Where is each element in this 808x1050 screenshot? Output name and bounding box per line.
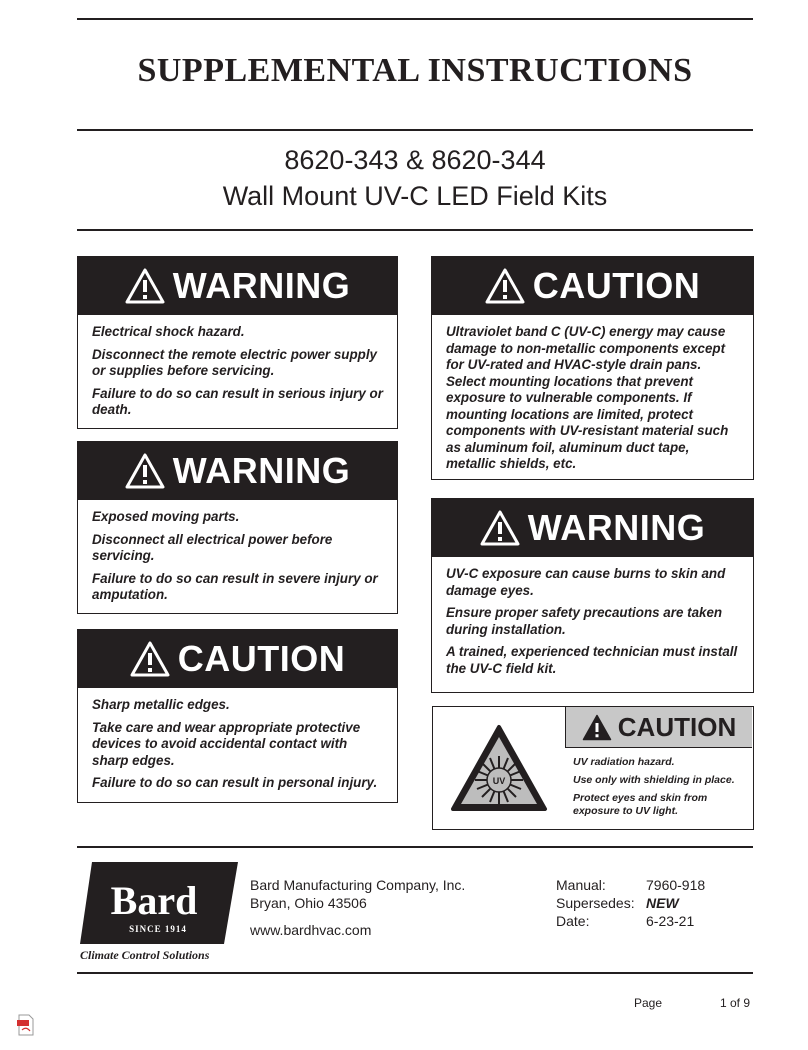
subtitle-rule <box>77 229 753 231</box>
caution-uvc-box <box>431 256 754 480</box>
notice-line: Ensure proper safety precautions are taken during installation. <box>446 605 723 637</box>
warning-triangle-icon <box>125 453 165 489</box>
kit-name: Wall Mount UV-C LED Field Kits <box>222 181 608 211</box>
warning-header <box>432 499 753 557</box>
supersedes-row <box>556 894 705 912</box>
signal-word: WARNING <box>172 450 351 491</box>
logo-name: Bard <box>110 878 198 923</box>
supersedes-value: NEW <box>646 895 679 911</box>
notice-line: Protect eyes and skin from exposure to UV light. <box>573 792 708 817</box>
page-number: 1 of 9 <box>720 996 751 1010</box>
notice-line: Exposed moving parts. <box>92 509 240 524</box>
warning-triangle-icon <box>480 510 520 546</box>
manual-value: 7960-918 <box>646 877 706 893</box>
warning-header <box>78 257 397 315</box>
manual-label: Manual: <box>556 877 606 893</box>
notice-line: Failure to do so can result in severe injury or amputation. <box>92 570 378 602</box>
caution-header <box>78 630 397 688</box>
warning-triangle-icon <box>485 268 525 304</box>
signal-word: CAUTION <box>617 711 737 742</box>
supersedes-label: Supersedes: <box>556 895 635 911</box>
bard-logo <box>80 862 238 962</box>
notice-line: Take care and wear appropriate protective devices to avoid accidental contact with sharp edges. <box>92 719 361 768</box>
caution-header <box>432 257 753 315</box>
notice-line: UV radiation hazard. <box>573 756 675 768</box>
uv-symbol-panel <box>433 707 565 828</box>
company-city: Bryan, Ohio 43506 <box>250 895 367 911</box>
manual-meta <box>556 876 705 930</box>
page-label: Page <box>634 996 663 1010</box>
date-value: 6-23-21 <box>646 913 695 929</box>
notice-line: Ultraviolet band C (UV-C) energy may cause damage to non-metallic components except for UV-rated and HVAC-style drain pans. Select mounting locations that prevent exposure to vulnerable components. If mounting locations are limited, protect components with UV-resistant material such as aluminum foil, aluminum duct tape, metallic shields, etc. <box>446 324 729 471</box>
notice-line: Disconnect all electrical power before servicing. <box>92 531 333 563</box>
top-rule <box>77 18 753 20</box>
notice-line: Failure to do so can result in personal injury. <box>92 775 378 790</box>
notice-line: Sharp metallic edges. <box>92 697 230 712</box>
signal-word: WARNING <box>527 507 706 548</box>
caution-uv-radiation-label <box>432 706 754 830</box>
pdf-icon[interactable] <box>16 1014 36 1036</box>
footer-top-rule <box>77 846 753 848</box>
notice-line: A trained, experienced technician must install the UV-C field kit. <box>446 644 738 676</box>
uv-radiation-symbol-icon <box>433 707 565 828</box>
title-rule <box>77 129 753 131</box>
page-subtitle <box>77 142 753 214</box>
uv-symbol-text: UV <box>492 776 506 786</box>
logo-since: SINCE 1914 <box>129 924 187 934</box>
company-website: www.bardhvac.com <box>250 922 372 938</box>
warning-triangle-icon <box>125 268 165 304</box>
warning-electrical-box <box>77 256 398 429</box>
warning-triangle-icon <box>130 641 170 677</box>
manual-row <box>556 876 705 894</box>
notice-line: Electrical shock hazard. <box>92 324 245 339</box>
caution-sharp-edges-box <box>77 629 398 803</box>
warning-triangle-icon <box>582 714 612 741</box>
notice-line: UV-C exposure can cause burns to skin and damage eyes. <box>446 566 726 598</box>
company-info <box>250 876 465 939</box>
company-name: Bard Manufacturing Company, Inc. <box>250 877 466 893</box>
date-label: Date: <box>556 913 590 929</box>
warning-header <box>78 442 397 500</box>
footer-bottom-rule <box>77 972 753 974</box>
model-numbers: 8620-343 & 8620-344 <box>284 145 546 175</box>
caution-header <box>565 707 752 748</box>
logo-tagline: Climate Control Solutions <box>80 948 210 962</box>
warning-uvc-exposure-box <box>431 498 754 693</box>
date-row <box>556 912 705 930</box>
notice-line: Use only with shielding in place. <box>573 774 735 786</box>
signal-word: CAUTION <box>177 638 346 679</box>
signal-word: CAUTION <box>532 265 701 306</box>
warning-moving-parts-box <box>77 441 398 614</box>
page-title: SUPPLEMENTAL INSTRUCTIONS <box>137 52 693 89</box>
notice-line: Failure to do so can result in serious injury or death. <box>92 385 383 417</box>
notice-line: Disconnect the remote electric power supply or supplies before servicing. <box>92 346 378 378</box>
signal-word: WARNING <box>172 265 351 306</box>
uv-text-panel <box>565 707 752 828</box>
